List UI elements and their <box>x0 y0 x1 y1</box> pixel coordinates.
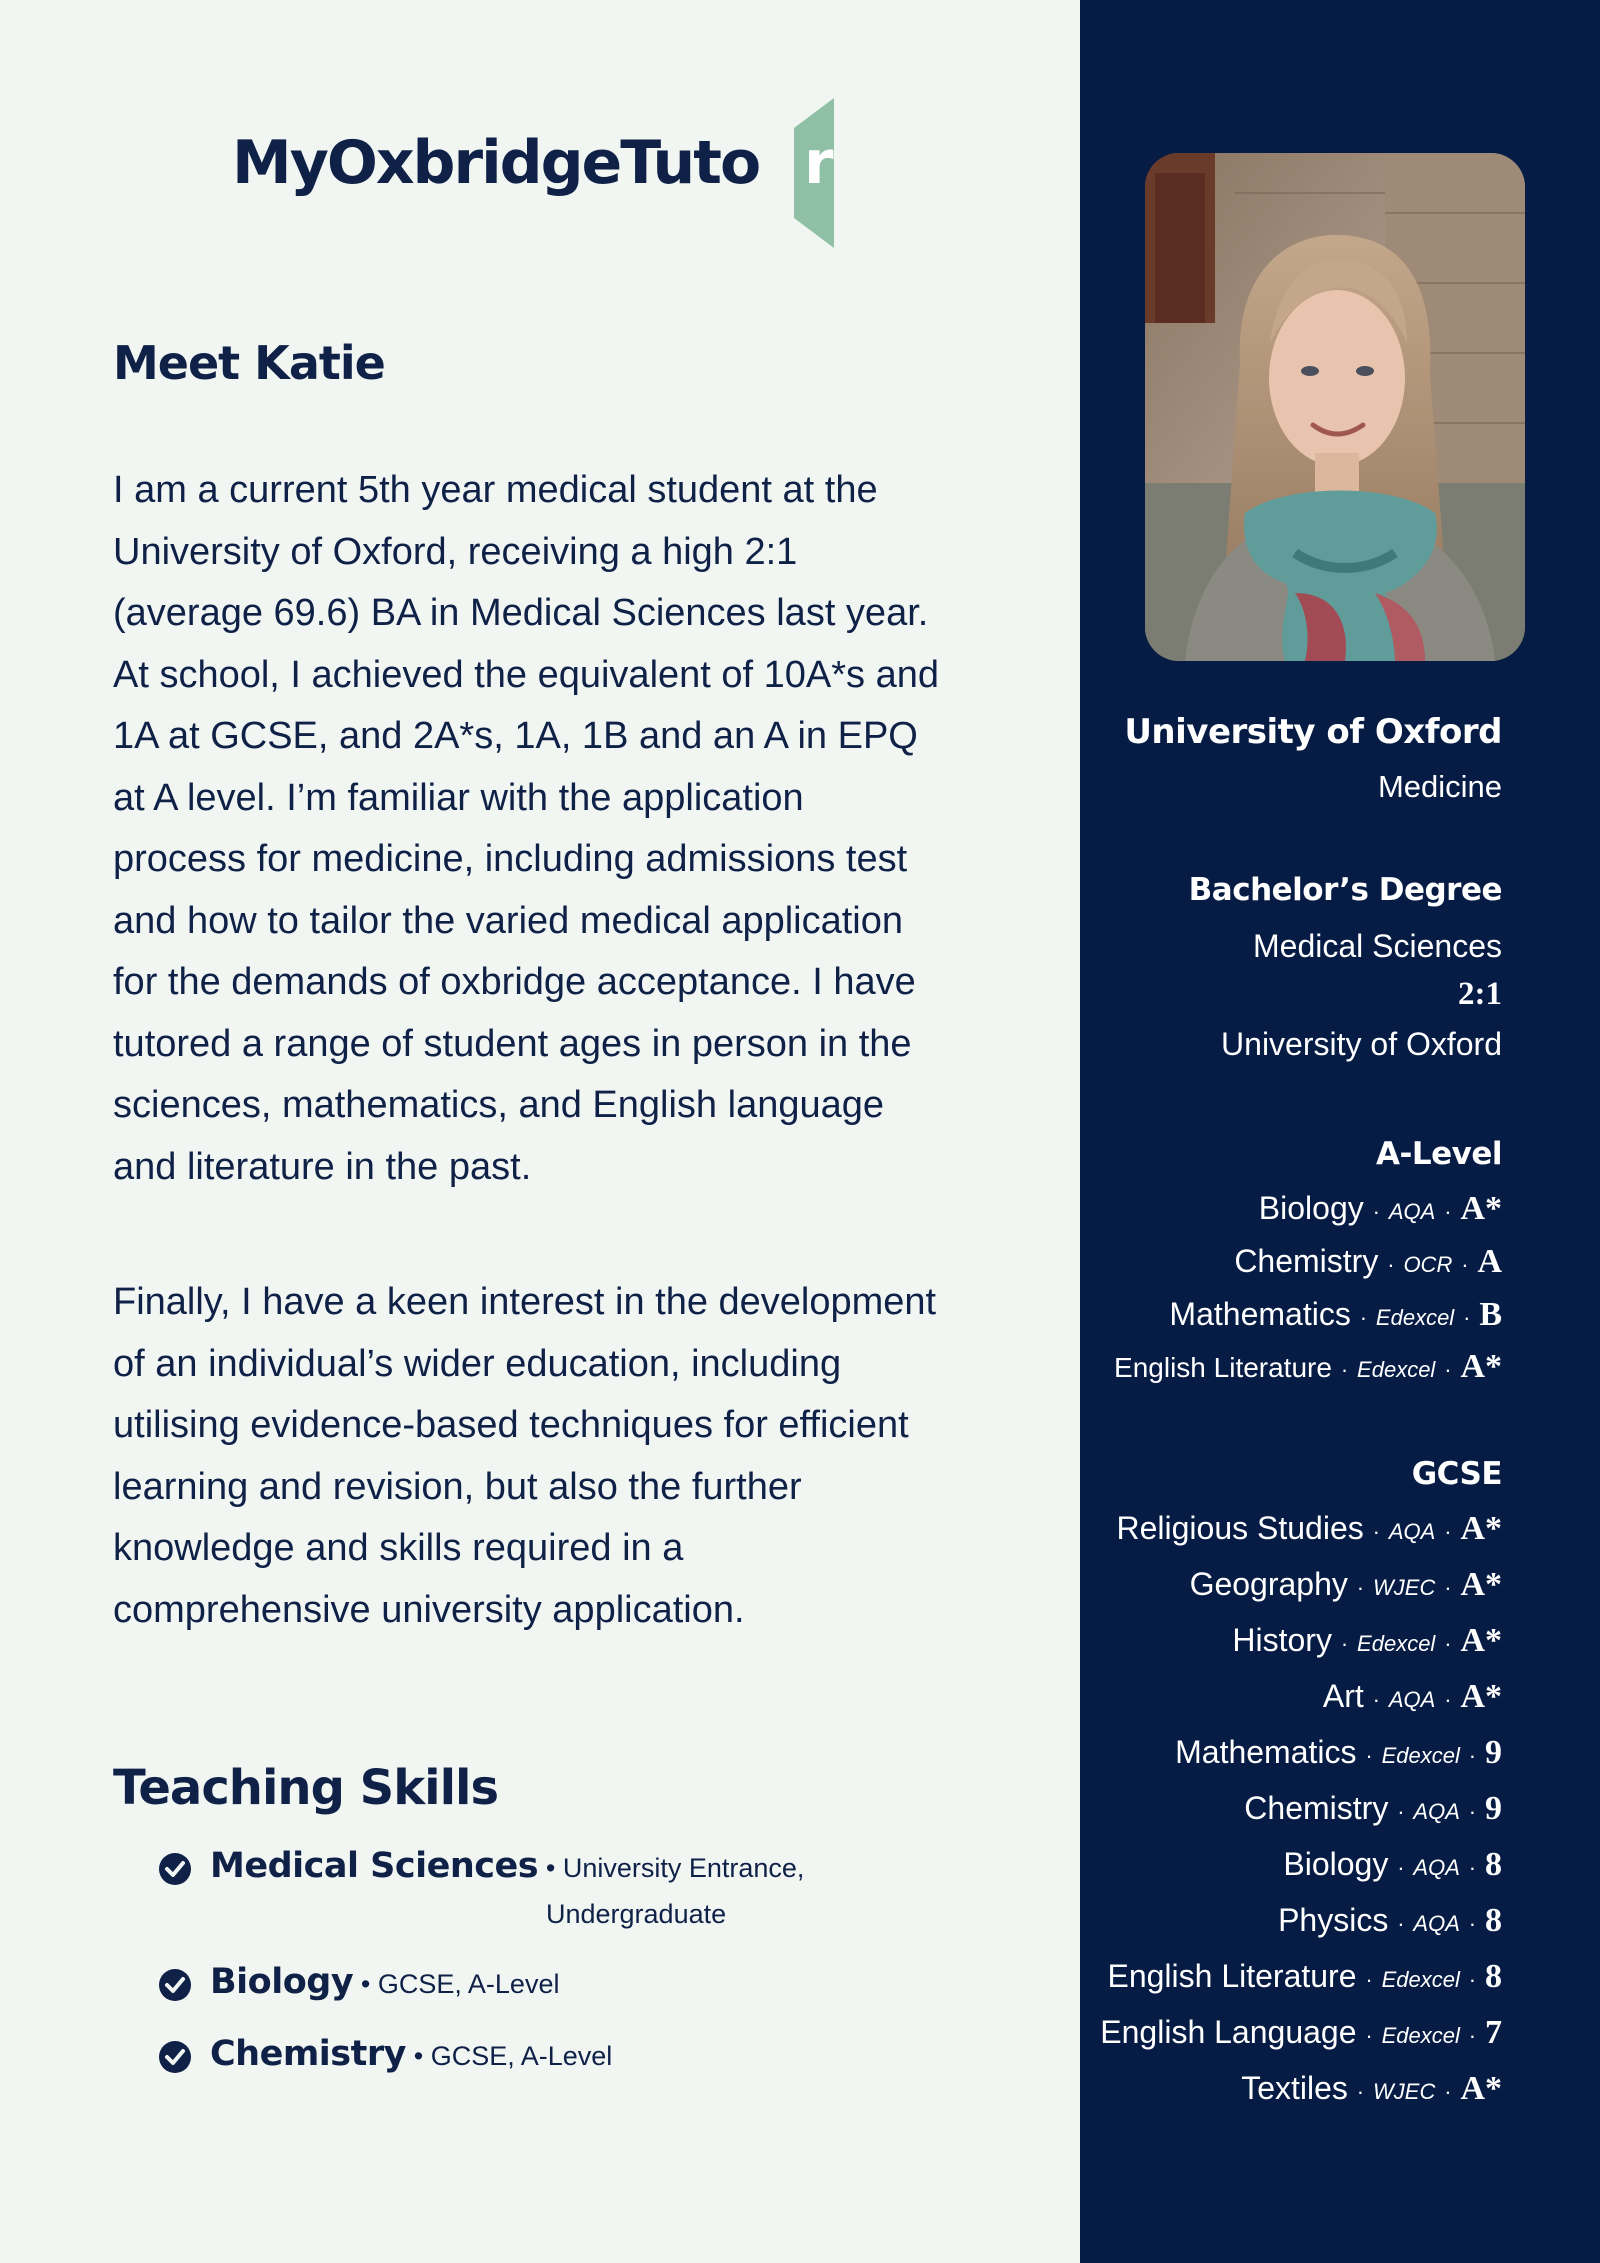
teaching-skills-list <box>158 1842 858 2102</box>
result-grade: A* <box>1460 1190 1502 1227</box>
result-board: Edexcel <box>1381 1743 1460 1768</box>
intro-heading: Meet Katie <box>113 336 385 390</box>
result-board: Edexcel <box>1357 1631 1436 1656</box>
result-board: WJEC <box>1373 1575 1436 1600</box>
separator-dot: · <box>1340 1357 1349 1382</box>
profile-course: Medicine <box>1377 769 1502 804</box>
alevel-result <box>1234 1243 1502 1281</box>
result-grade: A* <box>1460 1566 1502 1603</box>
separator-dot: · <box>1397 1799 1405 1824</box>
separator-dot: · <box>1468 1855 1477 1880</box>
degree-institution: University of Oxford <box>1221 1026 1502 1062</box>
result-grade: A* <box>1460 1348 1502 1385</box>
result-subject: Art <box>1322 1678 1364 1714</box>
alevel-result <box>1259 1190 1502 1228</box>
result-grade: A* <box>1460 2070 1502 2107</box>
skill-levels: • GCSE, A-Level <box>360 1969 560 1999</box>
separator-dot: · <box>1444 1199 1452 1224</box>
degree-subject: Medical Sciences <box>1253 928 1502 964</box>
skill-levels-continued: Undergraduate <box>546 1899 727 1929</box>
result-subject: Biology <box>1283 1846 1389 1882</box>
result-grade: 8 <box>1485 1902 1502 1939</box>
result-board: Edexcel <box>1381 1967 1460 1992</box>
gcse-result <box>1100 2014 1502 2052</box>
skill-levels: • GCSE, A-Level <box>413 2041 613 2071</box>
result-board: AQA <box>1388 1519 1436 1544</box>
gcse-result <box>1283 1846 1502 1884</box>
separator-dot: · <box>1365 2023 1373 2048</box>
result-grade: 7 <box>1485 2014 1502 2051</box>
separator-dot: · <box>1365 1967 1373 1992</box>
result-board: AQA <box>1413 1799 1460 1824</box>
gcse-result <box>1244 1790 1502 1828</box>
gcse-result <box>1117 1510 1503 1548</box>
separator-dot: · <box>1468 1967 1477 1992</box>
check-circle-icon <box>158 1968 192 2002</box>
separator-dot: · <box>1356 2079 1365 2104</box>
check-circle-icon <box>158 1852 192 1886</box>
intro-paragraph-2: Finally, I have a keen interest in the development of an individual’s wider education, including utilising evidence-based techniques for efficient learning and revision, but also the further knowledge and skills required in a comprehensive university application. <box>113 1281 937 1631</box>
result-subject: Mathematics <box>1169 1296 1351 1332</box>
result-board: AQA <box>1413 1855 1460 1880</box>
separator-dot: · <box>1397 1855 1405 1880</box>
gcse-result <box>1175 1734 1502 1772</box>
alevel-result <box>1114 1348 1502 1386</box>
gcse-result <box>1232 1622 1502 1660</box>
separator-dot: · <box>1444 1575 1452 1600</box>
result-grade: A* <box>1460 1510 1502 1547</box>
result-subject: Biology <box>1258 1190 1364 1226</box>
result-board: AQA <box>1388 1687 1436 1712</box>
separator-dot: · <box>1463 1305 1471 1330</box>
result-grade: 8 <box>1485 1958 1502 1995</box>
tutor-portrait-photo <box>1145 153 1525 661</box>
separator-dot: · <box>1444 1357 1452 1382</box>
result-board: AQA <box>1413 1911 1460 1936</box>
gcse-result <box>1107 1958 1502 1996</box>
result-board: Edexcel <box>1375 1305 1455 1330</box>
alevel-heading: A-Level <box>1376 1136 1502 1172</box>
separator-dot: · <box>1444 1519 1452 1544</box>
teaching-skills-heading: Teaching Skills <box>113 1760 499 1816</box>
result-subject: English Language <box>1100 2014 1357 2050</box>
result-board: AQA <box>1388 1199 1436 1224</box>
alevel-result <box>1169 1296 1502 1334</box>
separator-dot: · <box>1461 1252 1469 1277</box>
gcse-result <box>1241 2070 1502 2108</box>
result-subject: Geography <box>1189 1566 1348 1602</box>
separator-dot: · <box>1359 1305 1368 1330</box>
result-grade: A* <box>1460 1678 1502 1715</box>
separator-dot: · <box>1397 1911 1405 1936</box>
result-subject: Mathematics <box>1175 1734 1357 1770</box>
separator-dot: · <box>1444 2079 1452 2104</box>
result-board: WJEC <box>1373 2079 1436 2104</box>
logo-text: MyOxbridgeTuto <box>232 128 760 198</box>
brand-logo <box>232 98 832 248</box>
result-grade: 8 <box>1485 1846 1502 1883</box>
skill-levels: • University Entrance, <box>545 1853 805 1883</box>
result-board: Edexcel <box>1381 2023 1460 2048</box>
skill-name: Biology <box>210 1962 354 2002</box>
skill-item-chemistry <box>158 2030 858 2080</box>
check-circle-icon <box>158 2040 192 2074</box>
gcse-result <box>1323 1678 1502 1716</box>
gcse-result <box>1190 1566 1502 1604</box>
skill-name: Medical Sciences <box>210 1846 539 1886</box>
separator-dot: · <box>1468 1911 1477 1936</box>
separator-dot: · <box>1340 1631 1349 1656</box>
separator-dot: · <box>1468 2023 1477 2048</box>
skill-item-biology <box>158 1958 858 2008</box>
result-subject: Textiles <box>1241 2070 1348 2106</box>
degree-heading: Bachelor’s Degree <box>1188 872 1502 908</box>
result-grade: 9 <box>1485 1790 1502 1827</box>
result-grade: A <box>1477 1243 1502 1280</box>
separator-dot: · <box>1372 1687 1380 1712</box>
separator-dot: · <box>1372 1519 1380 1544</box>
skill-name: Chemistry <box>210 2034 406 2074</box>
profile-university: University of Oxford <box>1124 712 1502 752</box>
intro-paragraph-1: I am a current 5th year medical student at the University of Oxford, receiving a high 2:1 (average 69.6) BA in Medical Sciences last year. At school, I achieved the equivalent of 10A*s and 1A at GCSE, and 2A*s, 1A, 1B and an A in EPQ at A level. I’m familiar with the application process for medicine, including admissions test and how to tailor the varied medical application for the demands of oxbridge acceptance. I have tutored a range of student ages in person in the sciences, mathematics, and English language and literature in the past. <box>113 469 939 1188</box>
result-board: OCR <box>1403 1252 1453 1277</box>
separator-dot: · <box>1365 1743 1373 1768</box>
result-subject: History <box>1232 1622 1332 1658</box>
separator-dot: · <box>1356 1575 1365 1600</box>
result-subject: Religious Studies <box>1116 1510 1364 1546</box>
gcse-result <box>1278 1902 1502 1940</box>
separator-dot: · <box>1468 1743 1477 1768</box>
separator-dot: · <box>1387 1252 1395 1277</box>
result-grade: B <box>1479 1296 1502 1333</box>
result-subject: Chemistry <box>1234 1243 1379 1279</box>
result-grade: A* <box>1460 1622 1502 1659</box>
logo-last-letter: r <box>804 128 834 198</box>
result-subject: English Literature <box>1114 1352 1332 1383</box>
separator-dot: · <box>1444 1687 1452 1712</box>
result-grade: 9 <box>1485 1734 1502 1771</box>
separator-dot: · <box>1444 1631 1452 1656</box>
result-subject: Chemistry <box>1244 1790 1389 1826</box>
result-subject: English Literature <box>1107 1958 1357 1994</box>
skill-item-medical-sciences <box>158 1842 858 1936</box>
result-board: Edexcel <box>1357 1357 1436 1382</box>
degree-grade: 2:1 <box>1458 976 1502 1012</box>
separator-dot: · <box>1468 1799 1477 1824</box>
separator-dot: · <box>1372 1199 1380 1224</box>
gcse-heading: GCSE <box>1411 1456 1502 1492</box>
result-subject: Physics <box>1278 1902 1389 1938</box>
